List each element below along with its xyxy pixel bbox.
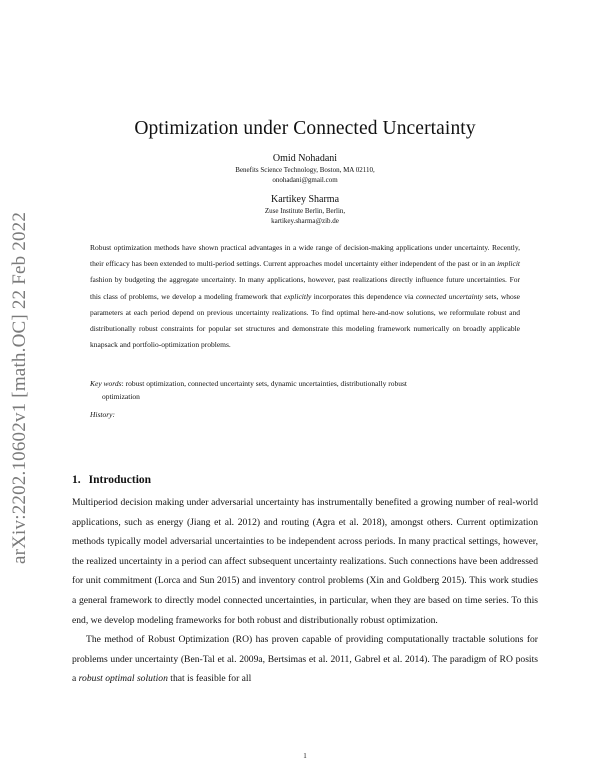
abstract-text: Robust optimization methods have shown practical advantages in a wide range of decision-making applications under uncertainty. Recently, their efficacy has been extended to multi-period settings. Current approaches model uncertainty either independent of the past or in an implicit fashion by budgeting the aggregate uncertainty. In many applications, however, past realizations directly influence future uncertainties. For this class of problems, we develop a modeling framework that explicitly incorporates this dependence via connected uncertainty sets, whose parameters at each period depend on previous uncertainty realizations. To find optimal here-and-now solutions, we reformulate robust and distributionally robust constraints for popular set structures and demonstrate this modeling framework numerically on broadly applicable knapsack and portfolio-optimization problems. — [90, 243, 520, 350]
keywords-list: : robust optimization, connected uncertainty sets, dynamic uncertainties, distributionally robust — [121, 379, 407, 388]
author-block-2 — [80, 193, 530, 226]
arxiv-stamp — [0, 0, 40, 776]
section-heading — [72, 474, 151, 486]
author-affiliation: Zuse Institute Berlin, Berlin, — [264, 207, 346, 215]
intro-body — [72, 493, 538, 689]
arxiv-identifier: arXiv:2202.10602v1 [math.OC] 22 Feb 2022 — [9, 211, 30, 565]
section-title: Introduction — [88, 474, 152, 486]
author-email: kartikey.sharma@zib.de — [271, 217, 339, 225]
author-name: Kartikey Sharma — [270, 194, 340, 205]
author-email: onohadani@gmail.com — [272, 176, 338, 184]
keywords — [90, 378, 520, 403]
keywords-label: Key words — [90, 379, 122, 388]
paper-title: Optimization under Connected Uncertainty — [134, 118, 476, 139]
abstract — [90, 240, 520, 353]
section-number: 1. — [72, 474, 81, 486]
history: History: — [90, 410, 115, 419]
keywords-continued: optimization — [102, 391, 140, 401]
page-number: 1 — [303, 752, 307, 760]
intro-paragraph-1: Multiperiod decision making under adversarial uncertainty has instrumentally benefited a growing number of real-world applications, such as energy (Jiang et al. 2012) and routing (Agra et al. 2018), amongst others. Current optimization methods typically model adversarial uncertainties to be independent across periods. In many practical settings, however, the realized uncertainty in a period can affect subsequent uncertainty realizations. Such connections have been addressed for unit commitment (Lorca and Sun 2015) and inventory control problems (Xin and Goldberg 2015). This work studies a general framework to directly model connected uncertainties, in particular, when they are based on time series. To this end, we develop modeling frameworks for both robust and distributionally robust optimization. — [72, 497, 538, 626]
intro-paragraph-2: The method of Robust Optimization (RO) has proven capable of providing computationally tractable solutions for problems under uncertainty (Ben-Tal et al. 2009a, Bertsimas et al. 2011, Gabrel et al. 2014). The paradigm of RO posits a robust optimal solution that is feasible for all — [72, 634, 538, 685]
author-name: Omid Nohadani — [272, 153, 338, 164]
author-affiliation: Benefits Science Technology, Boston, MA 02110, — [235, 166, 375, 174]
history-label: History — [90, 410, 113, 419]
author-block-1 — [80, 152, 530, 185]
